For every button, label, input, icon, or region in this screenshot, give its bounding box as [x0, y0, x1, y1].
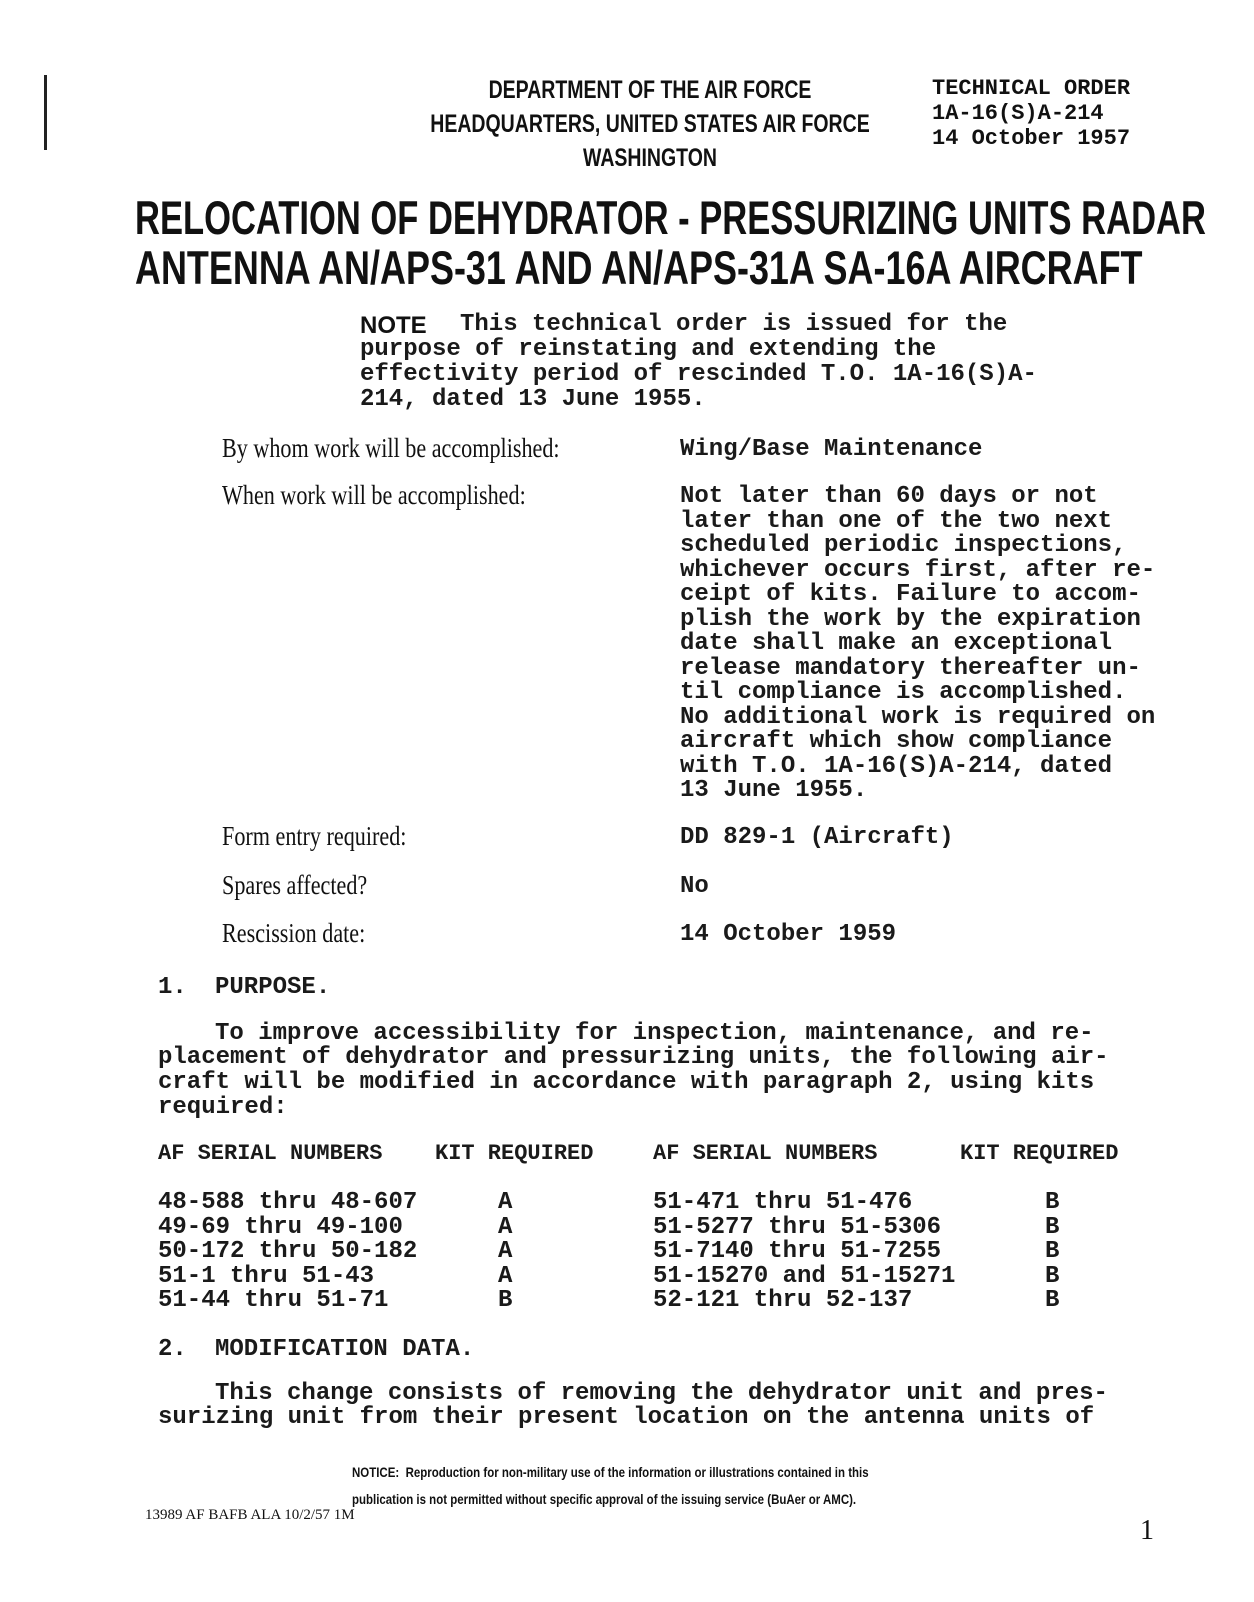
field-label: Rescission date: [222, 918, 366, 948]
paragraph-line: craft will be modified in accordance with paragraph 2, using kits [158, 1069, 1095, 1096]
field-value: with T.O. 1A-16(S)A-214, dated [680, 752, 1113, 780]
binding-hole-mark [44, 75, 47, 150]
serial-cell: 51-5277 thru 51-5306 [653, 1213, 942, 1241]
field-label: By whom work will be accomplished: [222, 433, 560, 463]
section-heading: PURPOSE. [215, 974, 331, 1001]
field-value: Not later than 60 days or not [680, 483, 1098, 510]
table-header: AF SERIAL NUMBERS [158, 1141, 383, 1166]
field-value: plish the work by the expiration [680, 605, 1141, 633]
kit-cell: B [1045, 1189, 1060, 1216]
kit-cell: A [498, 1189, 513, 1216]
field-value: aircraft which show compliance [680, 728, 1113, 755]
field-value: 13 June 1955. [680, 777, 868, 804]
serial-cell: 51-15270 and 51-15271 [653, 1262, 956, 1290]
serial-cell: 51-44 thru 51-71 [158, 1287, 389, 1314]
field-value: date shall make an exceptional [680, 630, 1113, 657]
paragraph-line: This change consists of removing the dehydrator unit and pres- [215, 1380, 1108, 1407]
order-date: 14 October 1957 [932, 126, 1131, 151]
field-value: No additional work is required on [680, 703, 1156, 731]
title-line: ANTENNA AN/APS-31 AND AN/APS-31A SA-16A AIRCRAFT [135, 241, 1143, 294]
table-header: KIT REQUIRED [960, 1141, 1119, 1166]
dept-line: WASHINGTON [583, 144, 717, 172]
section-number: 1. [158, 974, 187, 1001]
kit-cell: B [1045, 1213, 1060, 1241]
paragraph-line: surizing unit from their present location on the antenna units of [158, 1404, 1095, 1431]
note-line: purpose of reinstating and extending the [360, 336, 937, 363]
paragraph-line: required: [158, 1094, 288, 1121]
field-value: til compliance is accomplished. [680, 679, 1127, 706]
kit-cell: A [498, 1262, 513, 1290]
title-line: RELOCATION OF DEHYDRATOR - PRESSURIZING UNITS RADAR [135, 191, 1206, 244]
notice-line: publication is not permitted without specific approval of the issuing service (BuAer or AMC). [352, 1491, 857, 1507]
note-line: This technical order is issued for the [460, 311, 1008, 338]
order-number: 1A-16(S)A-214 [932, 101, 1104, 126]
note-label: NOTE [360, 312, 427, 339]
field-value: later than one of the two next [680, 507, 1113, 535]
kit-cell: A [498, 1213, 513, 1241]
field-value: No [680, 873, 709, 900]
order-label: TECHNICAL ORDER [932, 76, 1131, 101]
paragraph-line: placement of dehydrator and pressurizing units, the following air- [158, 1044, 1109, 1071]
table-header: KIT REQUIRED [435, 1141, 594, 1166]
serial-cell: 51-471 thru 51-476 [653, 1189, 913, 1216]
kit-cell: B [1045, 1238, 1060, 1265]
field-value: Wing/Base Maintenance [680, 436, 983, 463]
serial-cell: 51-1 thru 51-43 [158, 1262, 375, 1290]
section-heading: MODIFICATION DATA. [215, 1336, 475, 1363]
page-number: 1 [1140, 1515, 1154, 1546]
kit-cell: B [1045, 1287, 1060, 1314]
kit-cell: A [498, 1238, 513, 1265]
dept-line: DEPARTMENT OF THE AIR FORCE [488, 76, 812, 104]
kit-cell: B [498, 1287, 513, 1314]
field-value: ceipt of kits. Failure to accom- [680, 581, 1141, 608]
serial-cell: 51-7140 thru 51-7255 [653, 1238, 942, 1265]
field-value: whichever occurs first, after re- [680, 556, 1156, 584]
kit-cell: B [1045, 1262, 1060, 1290]
note-line: effectivity period of rescinded T.O. 1A-16(S)A- [360, 361, 1037, 388]
field-value: DD 829-1 (Aircraft) [680, 824, 954, 851]
section-number: 2. [158, 1336, 187, 1363]
serial-cell: 48-588 thru 48-607 [158, 1189, 418, 1216]
notice-line: NOTICE: Reproduction for non-military use of the information or illustrations contained in this [352, 1464, 869, 1480]
note-line: 214, dated 13 June 1955. [360, 386, 706, 413]
field-value: scheduled periodic inspections, [680, 532, 1127, 559]
print-code: 13989 AF BAFB ALA 10/2/57 1M [145, 1507, 355, 1523]
table-header: AF SERIAL NUMBERS [653, 1141, 878, 1166]
field-label: Spares affected? [222, 870, 368, 900]
dept-line: HEADQUARTERS, UNITED STATES AIR FORCE [430, 110, 870, 138]
field-value: 14 October 1959 [680, 921, 897, 948]
serial-cell: 52-121 thru 52-137 [653, 1287, 913, 1314]
field-label: When work will be accomplished: [222, 480, 526, 510]
paragraph-line: To improve accessibility for inspection, maintenance, and re- [215, 1020, 1094, 1047]
serial-cell: 49-69 thru 49-100 [158, 1213, 403, 1241]
field-label: Form entry required: [222, 821, 407, 851]
field-value: release mandatory thereafter un- [680, 654, 1141, 682]
serial-cell: 50-172 thru 50-182 [158, 1238, 418, 1265]
